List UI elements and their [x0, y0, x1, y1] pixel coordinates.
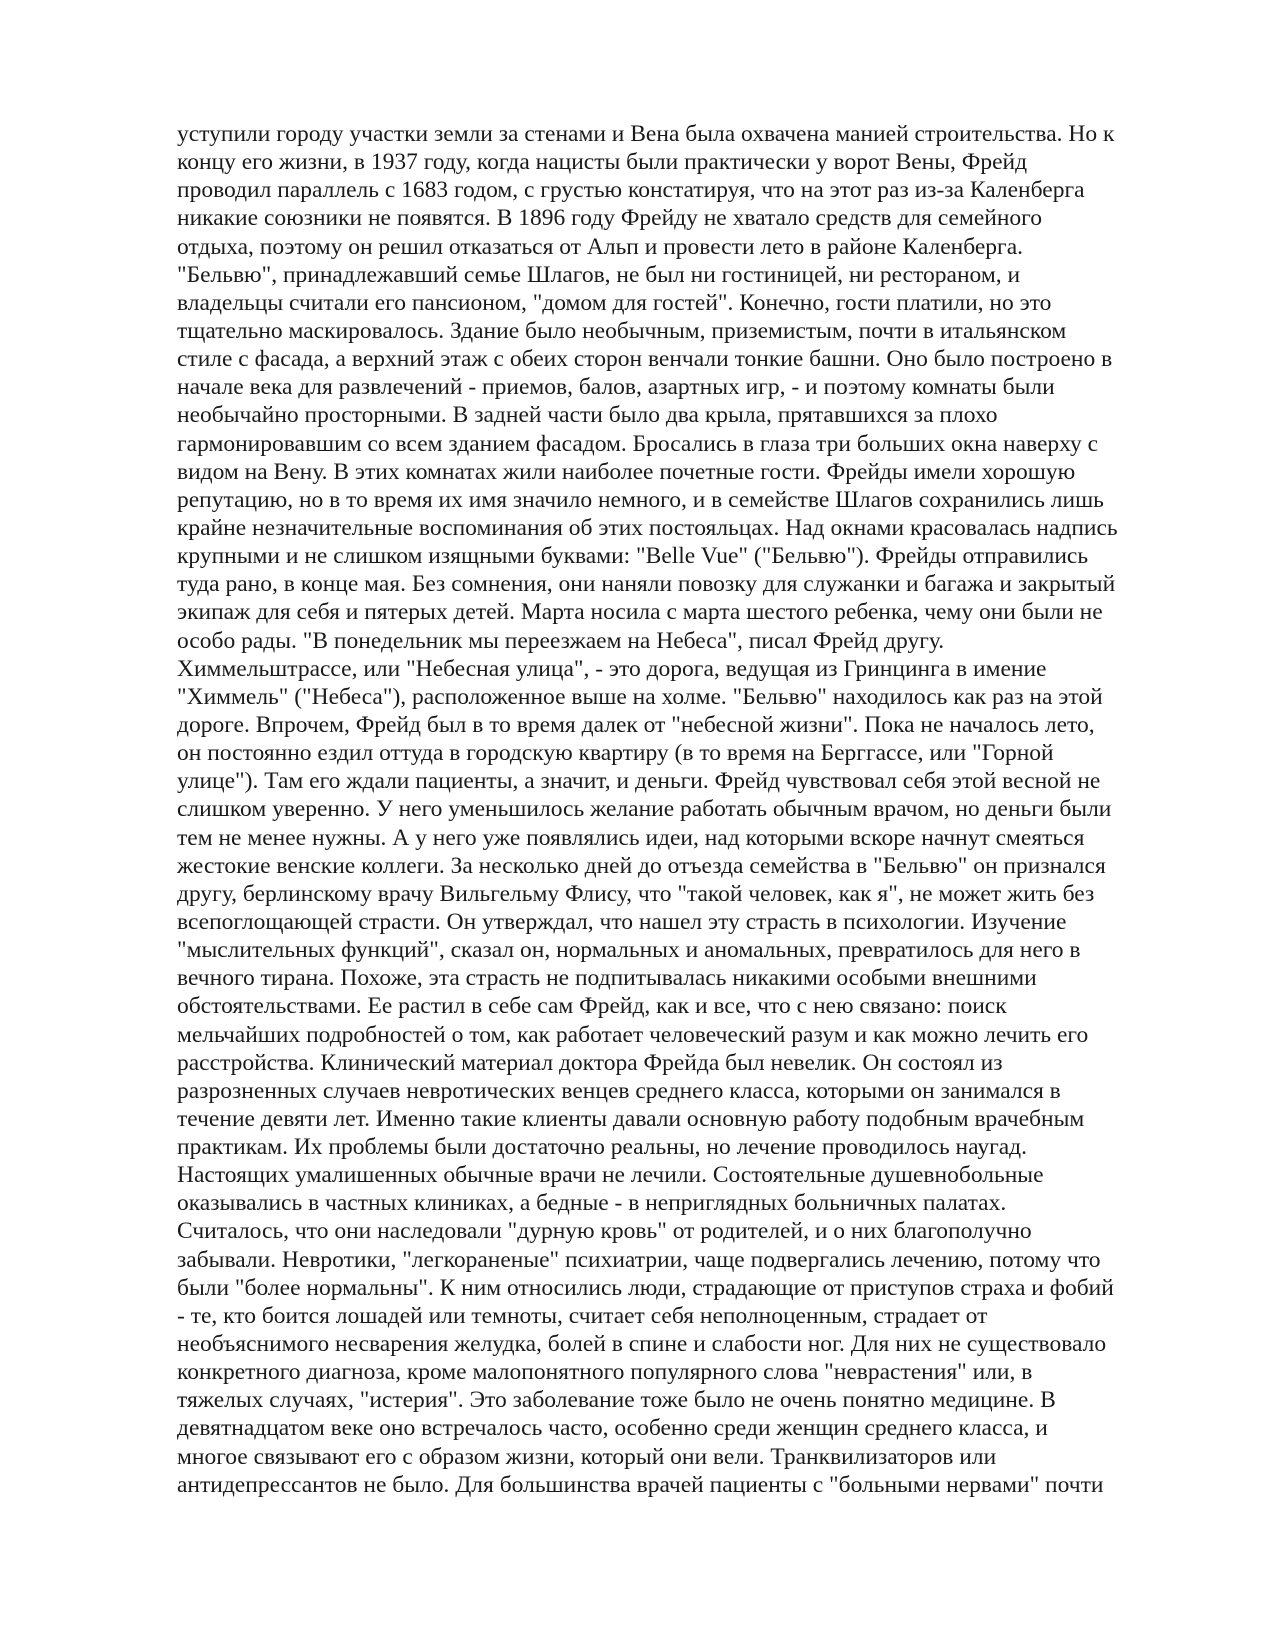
text-line: репутацию, но в то время их имя значило немного, и в семействе Шлагов сохранились лишь	[177, 486, 1104, 513]
text-line: вечного тирана. Похоже, эта страсть не подпитывалась никакими особыми внешними	[177, 965, 1037, 992]
body-text	[177, 120, 1177, 1499]
text-line: "Химмель" ("Небеса"), расположенное выше на холме. "Бельвю" находилось как раз на этой	[177, 683, 1103, 710]
text-line: проводил параллель с 1683 годом, с грустью констатируя, что на этот раз из-за Каленберга	[177, 177, 1085, 204]
text-line: конкретного диагноза, кроме малопонятного популярного слова "неврастения" или, в	[177, 1359, 1033, 1386]
text-line: антидепрессантов не было. Для большинства врачей пациенты с "больными нервами" почти	[177, 1471, 1104, 1498]
text-line: - те, кто боится лошадей или темноты, считает себя неполноценным, страдает от	[177, 1302, 988, 1329]
text-line: туда рано, в конце мая. Без сомнения, они наняли повозку для служанки и багажа и закрытый	[177, 571, 1116, 598]
text-line: необъяснимого несварения желудка, болей в спине и слабости ног. Для них не существовало	[177, 1331, 1107, 1358]
text-line: всепоглощающей страсти. Он утверждал, что нашел эту страсть в психологии. Изучение	[177, 908, 1067, 935]
text-line: владельцы считали его пансионом, "домом для гостей". Конечно, гости платили, но это	[177, 289, 1052, 316]
text-line: тщательно маскировалось. Здание было необычным, приземистым, почти в итальянском	[177, 317, 1067, 344]
text-line: дороге. Впрочем, Фрейд был в то время далек от "небесной жизни". Пока не началось лето,	[177, 711, 1095, 738]
text-line: никакие союзники не появятся. В 1896 году Фрейду не хватало средств для семейного	[177, 205, 1042, 232]
text-line: тяжелых случаях, "истерия". Это заболевание тоже было не очень понятно медицине. В	[177, 1387, 1056, 1414]
text-line: уступили городу участки земли за стенами и Вена была охвачена манией строительства. Но к	[177, 121, 1115, 147]
text-line: отдыха, поэтому он решил отказаться от Альп и провести лето в районе Каленберга.	[177, 233, 1023, 260]
text-line: "мыслительных функций", сказал он, нормальных и аномальных, превратилось для него в	[177, 937, 1081, 964]
text-line: девятнадцатом веке оно встречалось часто, особенно среди женщин среднего класса, и	[177, 1415, 1048, 1442]
text-line: необычайно просторными. В задней части было два крыла, прятавшихся за плохо	[177, 402, 998, 429]
text-line: обстоятельствами. Ее растил в себе сам Фрейд, как и все, что с нею связано: поиск	[177, 993, 1007, 1020]
text-line: были "более нормальны". К ним относились люди, страдающие от приступов страха и фобий	[177, 1274, 1114, 1301]
text-line: начале века для развлечений - приемов, балов, азартных игр, - и поэтому комнаты были	[177, 374, 1055, 401]
text-line: стиле с фасада, а верхний этаж с обеих сторон венчали тонкие башни. Оно было построено в	[177, 346, 1113, 373]
text-line: он постоянно ездил оттуда в городскую квартиру (в то время на Берггассе, или "Горной	[177, 740, 1054, 767]
text-line: тем не менее нужны. А у него уже появлялись идеи, над которыми вскоре начнут смеяться	[177, 824, 1085, 851]
text-line: многое связывают его с образом жизни, который они вели. Транквилизаторов или	[177, 1443, 997, 1470]
text-line: расстройства. Клинический материал доктора Фрейда был невелик. Он состоял из	[177, 1049, 1003, 1076]
text-line: жестокие венские коллеги. За несколько дней до отъезда семейства в "Бельвю" он признался	[177, 852, 1106, 879]
text-line: мельчайших подробностей о том, как работает человеческий разум и как можно лечить его	[177, 1021, 1089, 1048]
text-line: практикам. Их проблемы были достаточно реальны, но лечение проводилось наугад.	[177, 1134, 1028, 1161]
text-line: особо рады. "В понедельник мы переезжаем на Небеса", писал Фрейд другу.	[177, 627, 945, 654]
text-line: улице"). Там его ждали пациенты, а значит, и деньги. Фрейд чувствовал себя этой весной не	[177, 768, 1101, 795]
text-line: Химмельштрассе, или "Небесная улица", - это дорога, ведущая из Гринцинга в имение	[177, 655, 1047, 682]
text-line: разрозненных случаев невротических венцев среднего класса, которыми он занимался в	[177, 1077, 1061, 1104]
text-line: гармонировавшим со всем зданием фасадом. Бросались в глаза три больших окна наверху с	[177, 430, 1099, 457]
text-line: концу его жизни, в 1937 году, когда нацисты были практически у ворот Вены, Фрейд	[177, 149, 1028, 176]
text-line: экипаж для себя и пятерых детей. Марта носила с марта шестого ребенка, чему они были не	[177, 599, 1103, 626]
text-line: крайне незначительные воспоминания об этих постояльцах. Над окнами красовалась надпись	[177, 514, 1118, 541]
text-line: слишком уверенно. У него уменьшилось желание работать обычным врачом, но деньги были	[177, 796, 1112, 823]
text-line: течение девяти лет. Именно такие клиенты давали основную работу подобным врачебным	[177, 1105, 1085, 1132]
text-line: забывали. Невротики, "легкораненые" психиатрии, чаще подвергались лечению, потому что	[177, 1246, 1101, 1273]
text-line: "Бельвю", принадлежавший семье Шлагов, не был ни гостиницей, ни рестораном, и	[177, 261, 1021, 288]
text-line: Считалось, что они наследовали "дурную кровь" от родителей, и о них благополучно	[177, 1218, 1032, 1245]
text-line: оказывались в частных клиниках, а бедные - в неприглядных больничных палатах.	[177, 1190, 1007, 1217]
text-line: Настоящих умалишенных обычные врачи не лечили. Состоятельные душевнобольные	[177, 1162, 1044, 1189]
text-line: крупными и не слишком изящными буквами: "Belle Vue" ("Бельвю"). Фрейды отправились	[177, 543, 1089, 570]
text-line: видом на Вену. В этих комнатах жили наиболее почетные гости. Фрейды имели хорошую	[177, 458, 1076, 485]
text-line: другу, берлинскому врачу Вильгельму Флису, что "такой человек, как я", не может жить без	[177, 880, 1095, 907]
